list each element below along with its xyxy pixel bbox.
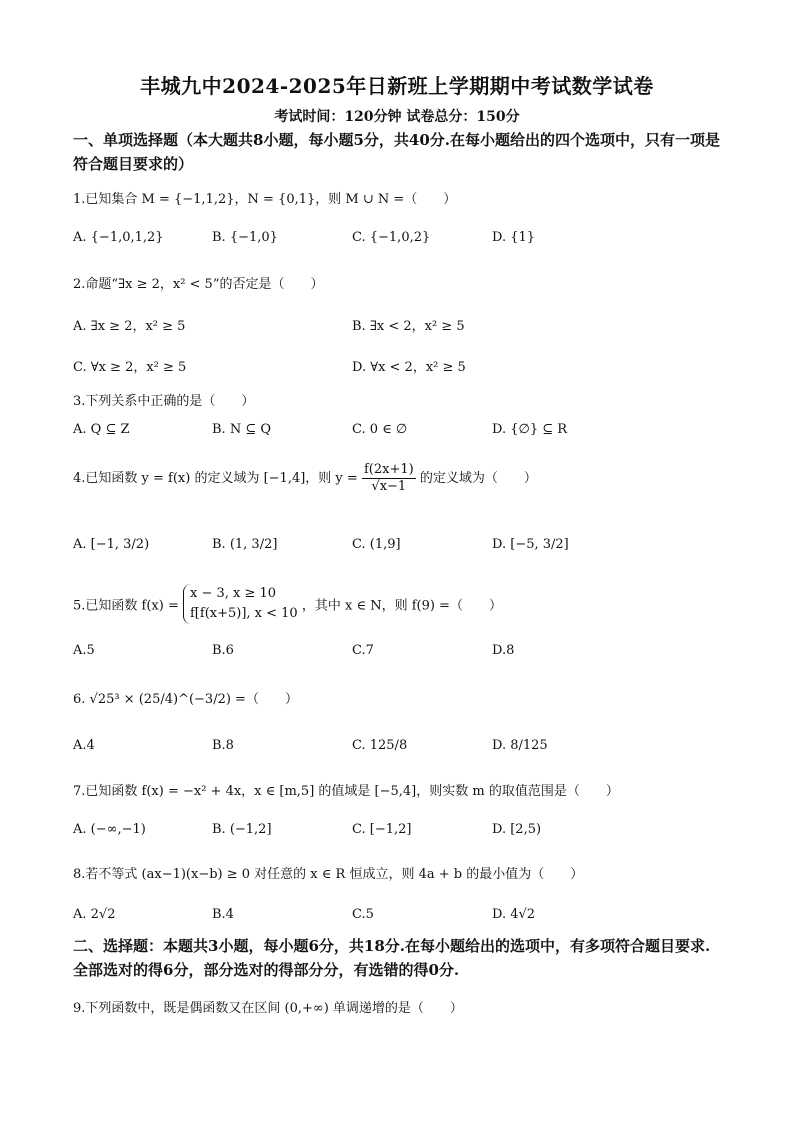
question-2-option-a: A. ∃x ≥ 2，x² ≥ 5 [73, 319, 186, 334]
question-5-option-b: B.6 [212, 643, 234, 658]
question-5-option-a: A.5 [73, 643, 95, 658]
question-4-option-a: A. [−1, 3/2) [73, 537, 150, 552]
question-5-case-1: x − 3, x ≥ 10 [190, 586, 277, 601]
question-4-stem [73, 462, 537, 495]
question-3-stem: 3.下列关系中正确的是（ ） [73, 394, 255, 409]
question-4-fraction [362, 462, 416, 495]
question-8-option-c: C.5 [352, 907, 374, 922]
question-4-stem-part1: 4.已知函数 y = f(x) 的定义域为 [−1,4]，则 y = [73, 471, 358, 486]
question-1-option-b: B. {−1,0} [212, 230, 278, 245]
question-3-option-b: B. N ⊆ Q [212, 422, 272, 437]
question-6-stem: 6. √25³ × (25/4)^(−3/2) =（ ） [73, 692, 298, 707]
question-5-option-c: C.7 [352, 643, 374, 658]
question-2-option-c: C. ∀x ≥ 2，x² ≥ 5 [73, 360, 187, 375]
question-1-option-a: A. {−1,0,1,2} [73, 230, 164, 245]
question-9-stem: 9.下列函数中，既是偶函数又在区间 (0,+∞) 单调递增的是（ ） [73, 1001, 463, 1016]
question-5-option-d: D.8 [492, 643, 515, 658]
question-8-stem: 8.若不等式 (ax−1)(x−b) ≥ 0 对任意的 x ∈ R 恒成立，则 4a + b 的最小值为（ ） [73, 867, 584, 882]
question-6-option-c: C. 125/8 [352, 738, 408, 753]
question-3-option-d: D. {∅} ⊆ R [492, 422, 568, 437]
question-3-option-a: A. Q ⊆ Z [73, 422, 130, 437]
question-4-fraction-denominator: √x−1 [371, 479, 407, 494]
question-7-option-b: B. (−1,2] [212, 822, 272, 837]
question-5-stem-part2: ，其中 x ∈ N，则 f(9) =（ ） [301, 598, 502, 614]
section-1-heading: 一、单项选择题（本大题共8小题，每小题5分，共40分.在每小题给出的四个选项中，只有一项是符合题目要求的） [73, 131, 720, 173]
question-5-stem [73, 584, 502, 624]
question-7-stem: 7.已知函数 f(x) = −x² + 4x，x ∈ [m,5] 的值域是 [−5,4]，则实数 m 的取值范围是（ ） [73, 784, 619, 799]
question-2-option-b: B. ∃x < 2，x² ≥ 5 [352, 319, 465, 334]
question-4-option-d: D. [−5, 3/2] [492, 537, 569, 552]
question-8-option-b: B.4 [212, 907, 234, 922]
exam-info: 考试时间：120分钟 试卷总分：150分 [274, 109, 520, 125]
question-4-fraction-numerator: f(2x+1) [363, 462, 414, 477]
question-7-option-a: A. (−∞,−1) [73, 822, 146, 837]
question-5-piecewise [183, 584, 298, 624]
question-4-option-c: C. (1,9] [352, 537, 401, 552]
question-7-option-c: C. [−1,2] [352, 822, 412, 837]
question-5-case-2: f[f(x+5)], x < 10 [190, 606, 298, 621]
section-2-heading: 二、选择题：本题共3小题，每小题6分，共18分.在每小题给出的选项中，有多项符合题目要求.全部选对的得6分，部分选对的得部分分，有选错的得0分. [73, 937, 711, 979]
question-2-stem: 2.命题“∃x ≥ 2，x² < 5”的否定是（ ） [73, 277, 324, 292]
page-title: 丰城九中2024-2025年日新班上学期期中考试数学试卷 [140, 74, 654, 98]
question-8-option-a: A. 2√2 [73, 907, 116, 922]
question-1-option-c: C. {−1,0,2} [352, 230, 431, 245]
question-7-option-d: D. [2,5) [492, 822, 542, 837]
question-2-option-d: D. ∀x < 2，x² ≥ 5 [352, 360, 466, 375]
question-8-option-d: D. 4√2 [492, 907, 536, 922]
question-3-option-c: C. 0 ∈ ∅ [352, 422, 408, 437]
question-6-option-a: A.4 [73, 738, 95, 753]
question-1-option-d: D. {1} [492, 230, 536, 245]
question-6-option-b: B.8 [212, 738, 234, 753]
question-6-option-d: D. 8/125 [492, 738, 548, 753]
question-5-stem-part1: 5.已知函数 f(x) = [73, 598, 179, 614]
question-1-stem: 1.已知集合 M = {−1,1,2}，N = {0,1}，则 M ∪ N =（ ） [73, 192, 457, 207]
question-4-stem-part2: 的定义域为（ ） [419, 471, 537, 486]
question-4-option-b: B. (1, 3/2] [212, 537, 278, 552]
